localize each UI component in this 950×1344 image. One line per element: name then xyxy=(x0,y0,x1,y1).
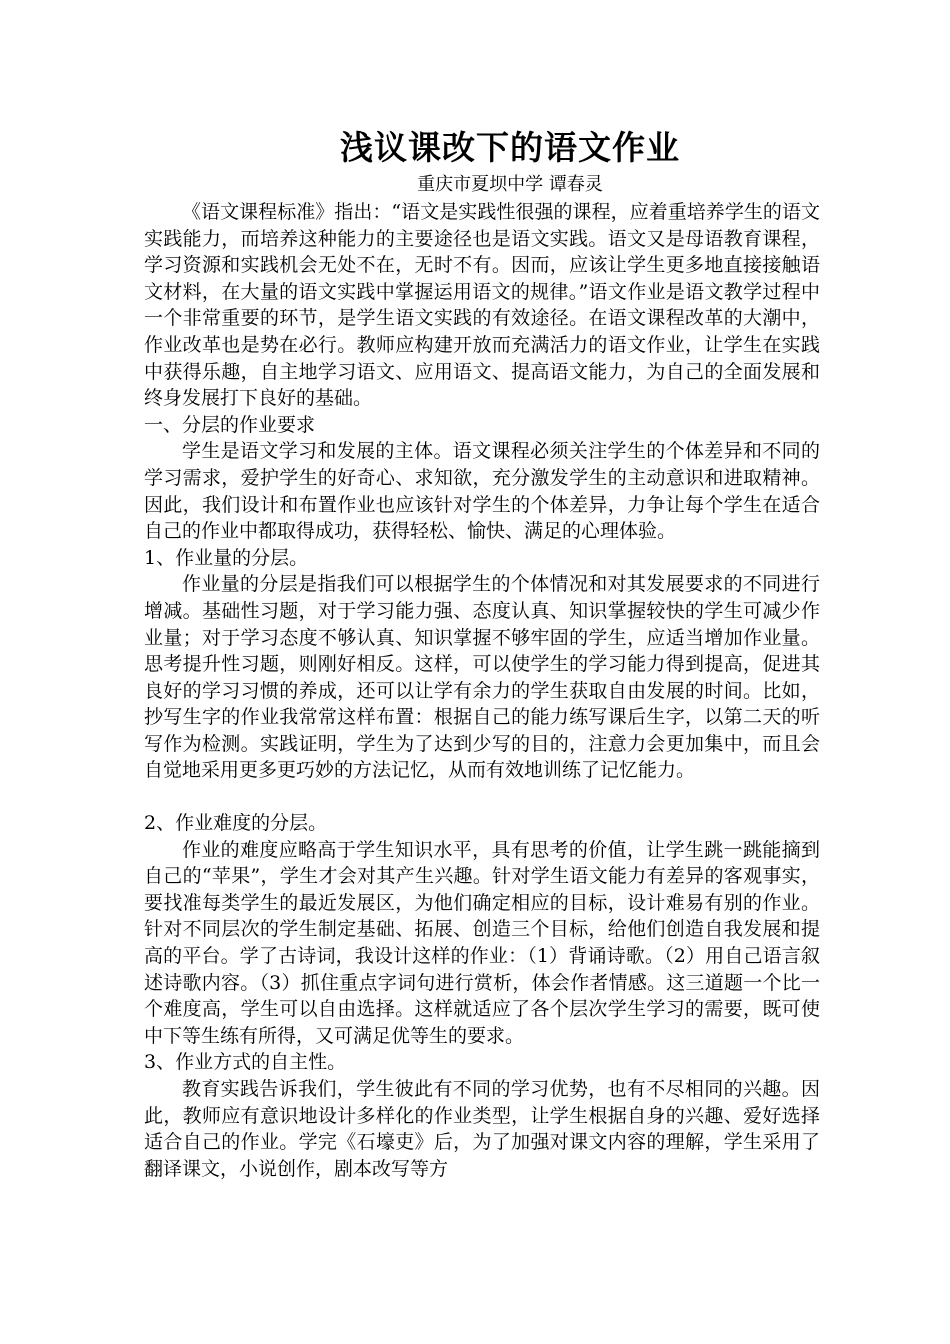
subsection3-paragraph: 教育实践告诉我们，学生彼此有不同的学习优势，也有不尽相同的兴趣。因此，教师应有意识地设计多样化的作业类型，让学生根据自身的兴趣、爱好选择适合自己的作业。学完《石壕吏》后，为了加强对课文内容的理解，学生采用了翻译课文，小说创作，剧本改写等方 xyxy=(144,1078,820,1180)
document-title: 浅议课改下的语文作业 xyxy=(340,128,680,167)
subsection2-paragraph: 作业的难度应略高于学生知识水平，具有思考的价值，让学生跳一跳能摘到自己的“苹果”，学生才会对其产生兴趣。针对学生语文能力有差异的客观事实，要找准每类学生的最近发展区，为他们确定相应的目标，设计难易有别的作业。针对不同层次的学生制定基础、拓展、创造三个目标，给他们创造自我发展和提高的平台。学了古诗词，我设计这样的作业：（1）背诵诗歌。（2）用自己语言叙述诗歌内容。（3）抓住重点字词句进行赏析，体会作者情感。这三道题一个比一个难度高，学生可以自由选择。这样就适应了各个层次学生学习的需要，既可使中下等生练有所得，又可满足优等生的要求。 xyxy=(144,838,820,1047)
subsection3-heading: 3、作业方式的自主性。 xyxy=(144,1051,347,1074)
blank-line xyxy=(144,784,820,810)
subsection1-paragraph: 作业量的分层是指我们可以根据学生的个体情况和对其发展要求的不同进行增减。基础性习题，对于学习能力强、态度认真、知识掌握较快的学生可减少作业量；对于学习态度不够认真、知识掌握不够牢固的学生，应适当增加作业量。思考提升性习题，则刚好相反。这样，可以使学生的学习能力得到提高，促进其良好的学习习惯的养成，还可以让学有余力的学生获取自由发展的时间。比如，抄写生字的作业我常常这样布置：根据自己的能力练写课后生字，以第二天的听写作为检测。实践证明，学生为了达到少写的目的，注意力会更加集中，而且会自觉地采用更多更巧妙的方法记忆，从而有效地训练了记忆能力。 xyxy=(144,573,820,782)
subsection2-heading: 2、作业难度的分层。 xyxy=(144,812,328,835)
subsection1-heading: 1、作业量的分层。 xyxy=(144,546,309,569)
document-author: 重庆市夏坝中学 谭春灵 xyxy=(417,174,603,195)
section1-heading: 一、分层的作业要求 xyxy=(144,413,316,436)
section1-paragraph: 学生是语文学习和发展的主体。语文课程必须关注学生的个体差异和不同的学习需求，爱护学生的好奇心、求知欲，充分激发学生的主动意识和进取精神。因此，我们设计和布置作业也应该针对学生的个体差异，力争让每个学生在适合自己的作业中都取得成功，获得轻松、愉快、满足的心理体验。 xyxy=(144,440,820,543)
document-body xyxy=(144,126,820,1182)
intro-paragraph: 《语文课程标准》指出：“语文是实践性很强的课程，应着重培养学生的语文实践能力，而培养这种能力的主要途径也是语文实践。语文又是母语教育课程，学习资源和实践机会无处不在，无时不有。因而，应该让学生更多地直接接触语文材料，在大量的语文实践中掌握运用语文的规律。”语文作业是语文教学过程中一个非常重要的环节，是学生语文实践的有效途径。在语文课程改革的大潮中，作业改革也是势在必行。教师应构建开放而充满活力的语文作业，让学生在实践中获得乐趣，自主地学习语文、应用语文、提高语文能力，为自己的全面发展和终身发展打下良好的基础。 xyxy=(144,201,820,410)
